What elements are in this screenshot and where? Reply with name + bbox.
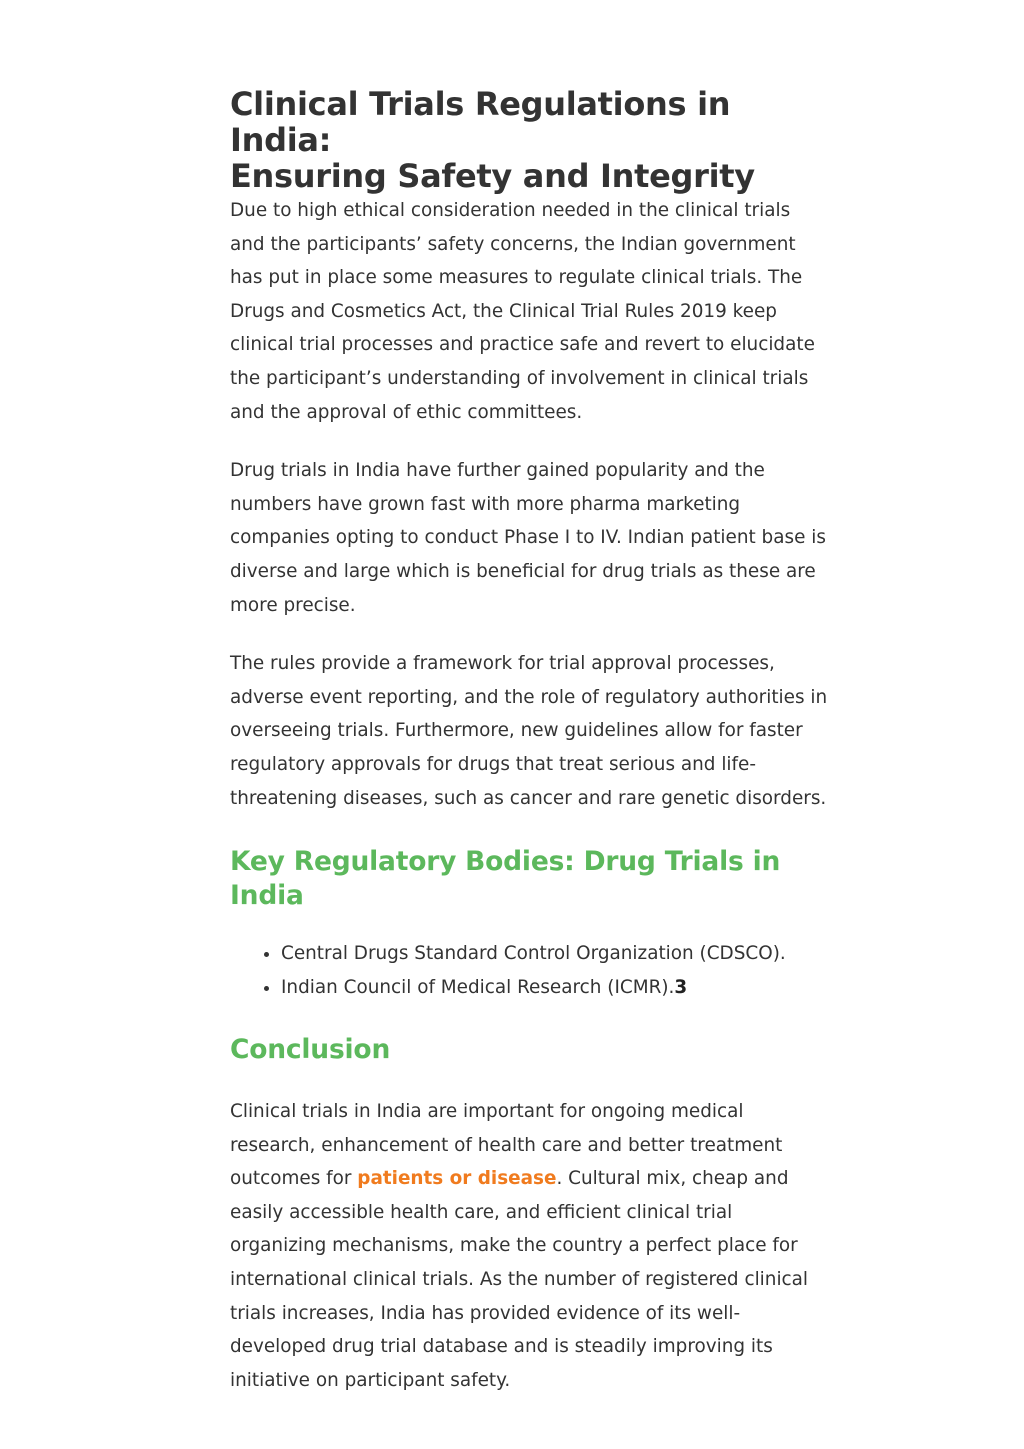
regulatory-bodies-list xyxy=(230,937,830,1005)
key-bodies-heading: Key Regulatory Bodies: Drug Trials in India xyxy=(230,846,781,912)
article-content xyxy=(230,86,830,1397)
article-title xyxy=(230,86,830,194)
article-title-line2: Ensuring Safety and Integrity xyxy=(230,157,755,195)
list-item-cdsco xyxy=(281,937,830,971)
conclusion-text-end: . Cultural mix, cheap and easily accessible health care, and efficient clinical trial organizing mechanisms, make the country a perfect place for international clinical trials. As the number of registered clinical trials increases, India has provided evidence of its well-developed drug trial database and is steadily improving its initiative on participant safety. xyxy=(230,1168,809,1391)
conclusion-paragraph xyxy=(230,1095,830,1397)
article-title-line1: Clinical Trials Regulations in India: xyxy=(230,85,731,159)
conclusion-heading: Conclusion xyxy=(230,1034,391,1066)
list-item-icmr xyxy=(281,971,830,1005)
intro-paragraph: Due to high ethical consideration needed in the clinical trials and the participants’ safety concerns, the Indian government has put in place some measures to regulate clinical trials. The Drugs and Cosmetics Act, the Clinical Trial Rules 2019 keep clinical trial processes and practice safe and revert to elucidate the participant’s understanding of involvement in clinical trials and the approval of ethic committees. xyxy=(230,200,815,423)
popularity-paragraph: Drug trials in India have further gained popularity and the numbers have grown fast with more pharma marketing companies opting to conduct Phase I to IV. Indian patient base is diverse and large which is beneficial for drug trials as these are more precise. xyxy=(230,460,826,616)
conclusion-text-start: Clinical trials in India are important for ongoing medical research, enhancement of health care and better treatment outcomes for xyxy=(230,1101,783,1190)
patients-or-disease-link[interactable]: patients or disease xyxy=(357,1168,557,1190)
list-item-text: Indian Council of Medical Research (ICMR). xyxy=(281,977,675,999)
list-item-text: Central Drugs Standard Control Organization (CDSCO). xyxy=(281,943,786,965)
rules-paragraph: The rules provide a framework for trial approval processes, adverse event reporting, and the role of regulatory authorities in overseeing trials. Furthermore, new guidelines allow for faster regulatory approvals for drugs that treat serious and life-threatening diseases, such as cancer and rare genetic disorders. xyxy=(230,653,828,809)
reference-number: 3 xyxy=(674,977,688,999)
